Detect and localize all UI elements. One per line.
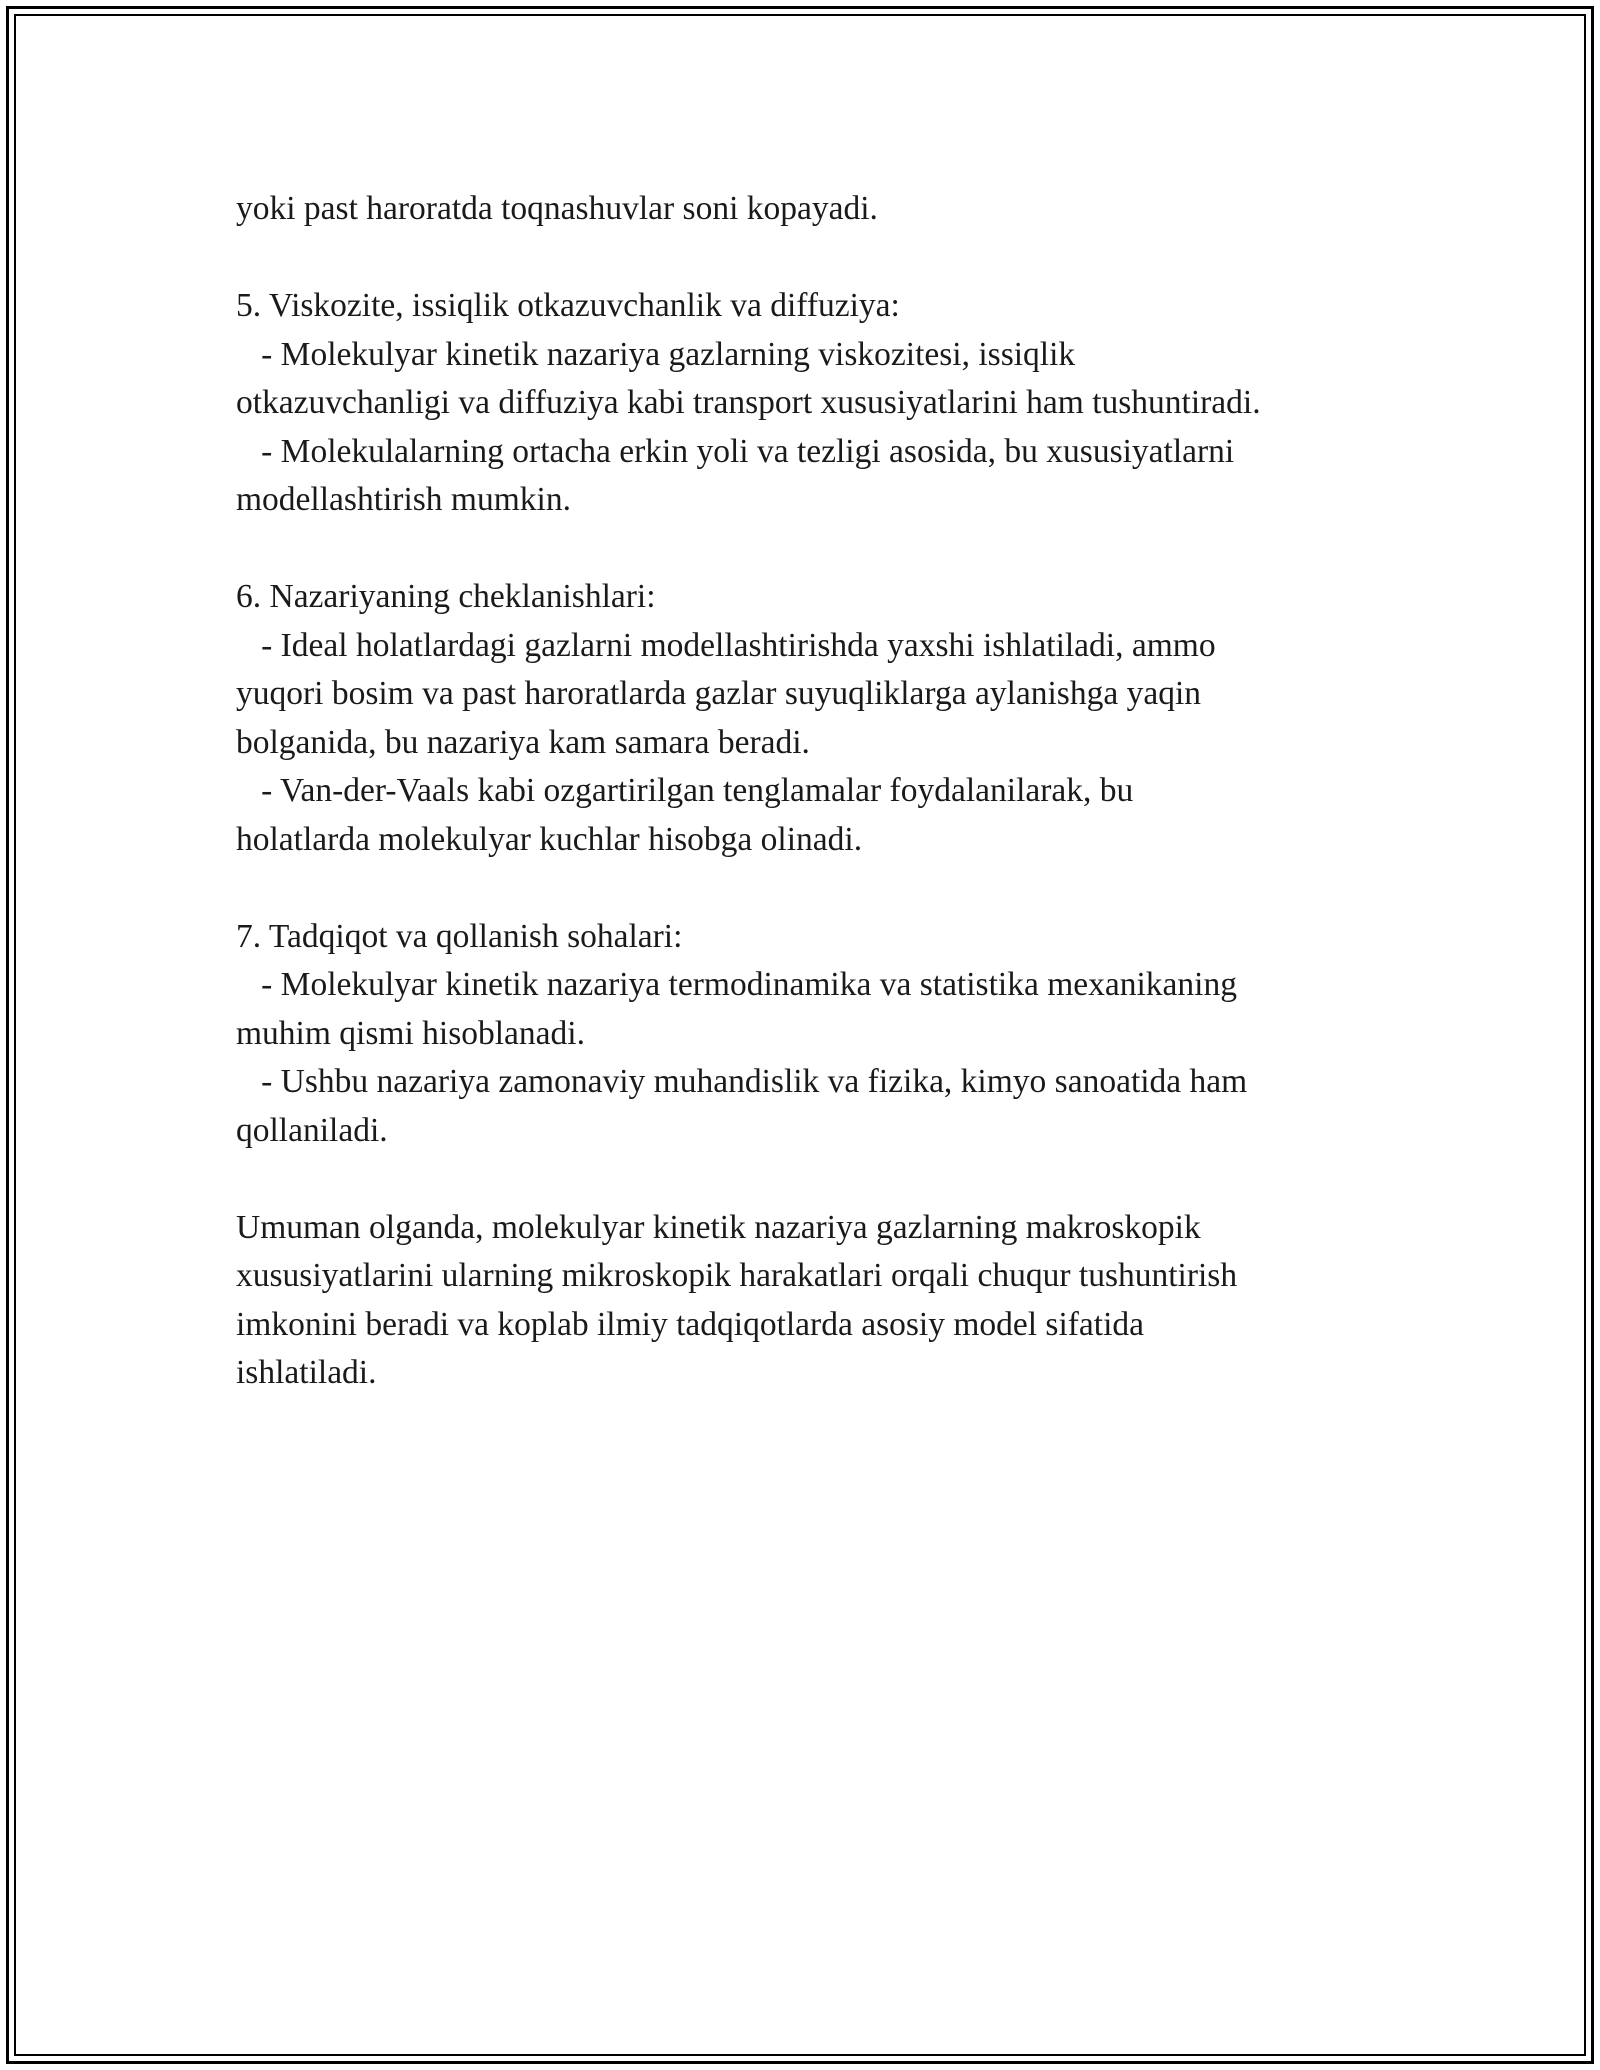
text-line: - Molekulyar kinetik nazariya gazlarning viskozitesi, issiqlik [236, 335, 1076, 373]
text-line: otkazuvchanligi va diffuziya kabi transport xususiyatlarini ham tushuntiradi. [236, 384, 1261, 421]
conclusion-line: ishlatiladi. [236, 1354, 377, 1391]
blank-line [236, 525, 1416, 574]
conclusion-line: xususiyatlarini ularning mikroskopik harakatlari orqali chuqur tushuntirish [236, 1257, 1238, 1294]
conclusion-line: Umuman olganda, molekulyar kinetik nazariya gazlarning makroskopik [236, 1208, 1201, 1246]
document-body [236, 185, 1416, 1398]
text-line: holatlarda molekulyar kuchlar hisobga olinadi. [236, 820, 863, 858]
section-heading: 7. Tadqiqot va qollanish sohalari: [236, 917, 683, 955]
text-line: - Ideal holatlardagi gazlarni modellashtirishda yaxshi ishlatiladi, ammo [236, 626, 1216, 664]
text-line: - Molekulyar kinetik nazariya termodinamika va statistika mexanikaning [236, 966, 1237, 1003]
text-line: - Ushbu nazariya zamonaviy muhandislik va fizika, kimyo sanoatida ham [236, 1063, 1248, 1100]
blank-line [236, 1155, 1416, 1204]
conclusion-line: imkonini beradi va koplab ilmiy tadqiqotlarda asosiy model sifatida [236, 1305, 1145, 1343]
text-line: bolganida, bu nazariya kam samara beradi. [236, 723, 810, 761]
text-line: - Van-der-Vaals kabi ozgartirilgan tenglamalar foydalanilarak, bu [236, 772, 1134, 809]
text-line: yuqori bosim va past haroratlarda gazlar suyuqliklarga aylanishga yaqin [236, 675, 1202, 712]
blank-line [236, 234, 1416, 283]
text-line: muhim qismi hisoblanadi. [236, 1014, 585, 1052]
section-heading: 5. Viskozite, issiqlik otkazuvchanlik va diffuziya: [236, 287, 900, 324]
text-line: modellashtirish mumkin. [236, 481, 571, 518]
text-line: yoki past haroratda toqnashuvlar soni kopayadi. [236, 190, 878, 227]
blank-line [236, 864, 1416, 913]
text-line: - Molekulalarning ortacha erkin yoli va tezligi asosida, bu xususiyatlarni [236, 432, 1235, 470]
section-heading: 6. Nazariyaning cheklanishlari: [236, 578, 656, 615]
text-line: qollaniladi. [236, 1111, 388, 1149]
